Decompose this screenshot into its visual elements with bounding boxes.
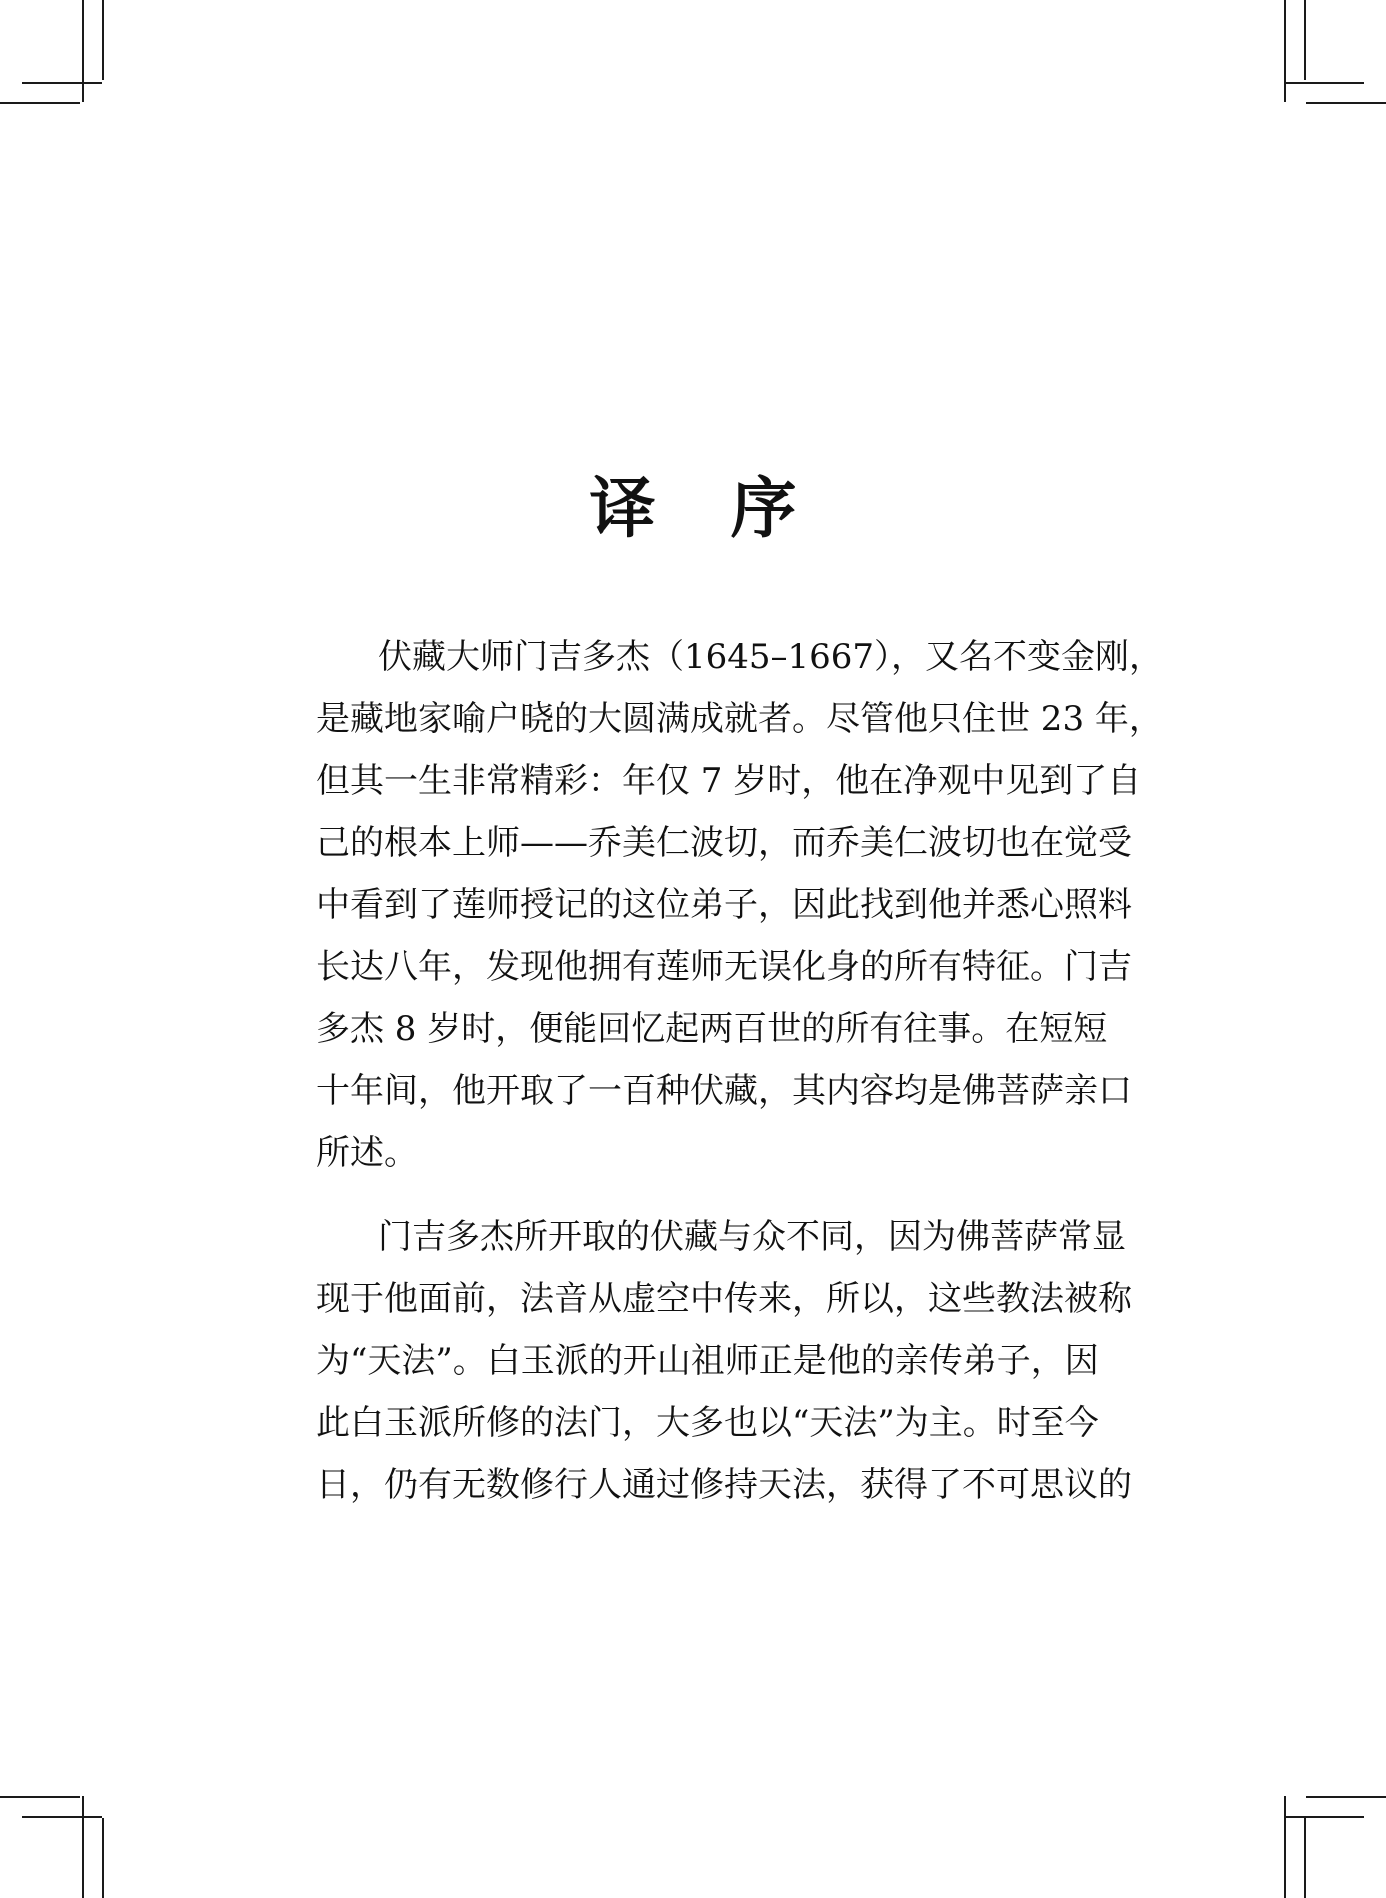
crop-mark-top-right-vertical [1284,0,1286,102]
crop-mark-bottom-right-vertical [1284,1796,1286,1898]
page-title: 译 序 [589,469,823,547]
paragraph-1-line-8: 十年间，他开取了一百种伏藏，其内容均是佛菩萨亲口 [316,1071,1132,1111]
crop-mark-top-left-vertical [82,0,84,102]
crop-mark-top-left-horizontal [22,82,102,84]
paragraph-1-line-1: 伏藏大师门吉多杰（1645–1667），又名不变金刚， [378,637,1164,677]
paragraph-2-line-1: 门吉多杰所开取的伏藏与众不同，因为佛菩萨常显 [378,1217,1126,1257]
paragraph-2-line-3: 为“天法”。白玉派的开山祖师正是他的亲传弟子，因 [316,1341,1099,1381]
paragraph-1-line-6: 长达八年，发现他拥有莲师无误化身的所有特征。门吉 [316,947,1132,987]
crop-mark-top-right-horizontal-inner [1306,102,1386,104]
paragraph-2-line-5: 日，仍有无数修行人通过修持天法，获得了不可思议的 [316,1465,1132,1505]
crop-mark-bottom-right-vertical-inner [1304,1818,1306,1898]
crop-mark-bottom-left-vertical [82,1796,84,1898]
crop-mark-bottom-left-horizontal-inner [0,1796,80,1798]
crop-mark-bottom-left-horizontal [22,1816,102,1818]
crop-mark-bottom-right-horizontal-inner [1306,1796,1386,1798]
crop-mark-top-left-vertical-inner [102,0,104,80]
crop-mark-top-right-horizontal [1284,82,1364,84]
paragraph-2-line-4: 此白玉派所修的法门，大多也以“天法”为主。时至今 [316,1403,1099,1443]
paragraph-2-line-2: 现于他面前，法音从虚空中传来，所以，这些教法被称 [316,1279,1132,1319]
paragraph-1-line-4: 己的根本上师——乔美仁波切，而乔美仁波切也在觉受 [316,823,1132,863]
paragraph-1-line-2: 是藏地家喻户晓的大圆满成就者。尽管他只住世 23 年， [316,699,1163,739]
paragraph-1-line-9: 所述。 [316,1133,418,1173]
crop-mark-top-left-horizontal-inner [0,102,80,104]
crop-mark-bottom-left-vertical-inner [102,1818,104,1898]
crop-mark-bottom-right-horizontal [1284,1816,1364,1818]
paragraph-1-line-7: 多杰 8 岁时，便能回忆起两百世的所有往事。在短短 [316,1009,1108,1049]
paragraph-1-line-5: 中看到了莲师授记的这位弟子，因此找到他并悉心照料 [316,885,1132,925]
crop-mark-top-right-vertical-inner [1304,0,1306,80]
paragraph-1-line-3: 但其一生非常精彩：年仅 7 岁时，他在净观中见到了自 [316,761,1142,801]
